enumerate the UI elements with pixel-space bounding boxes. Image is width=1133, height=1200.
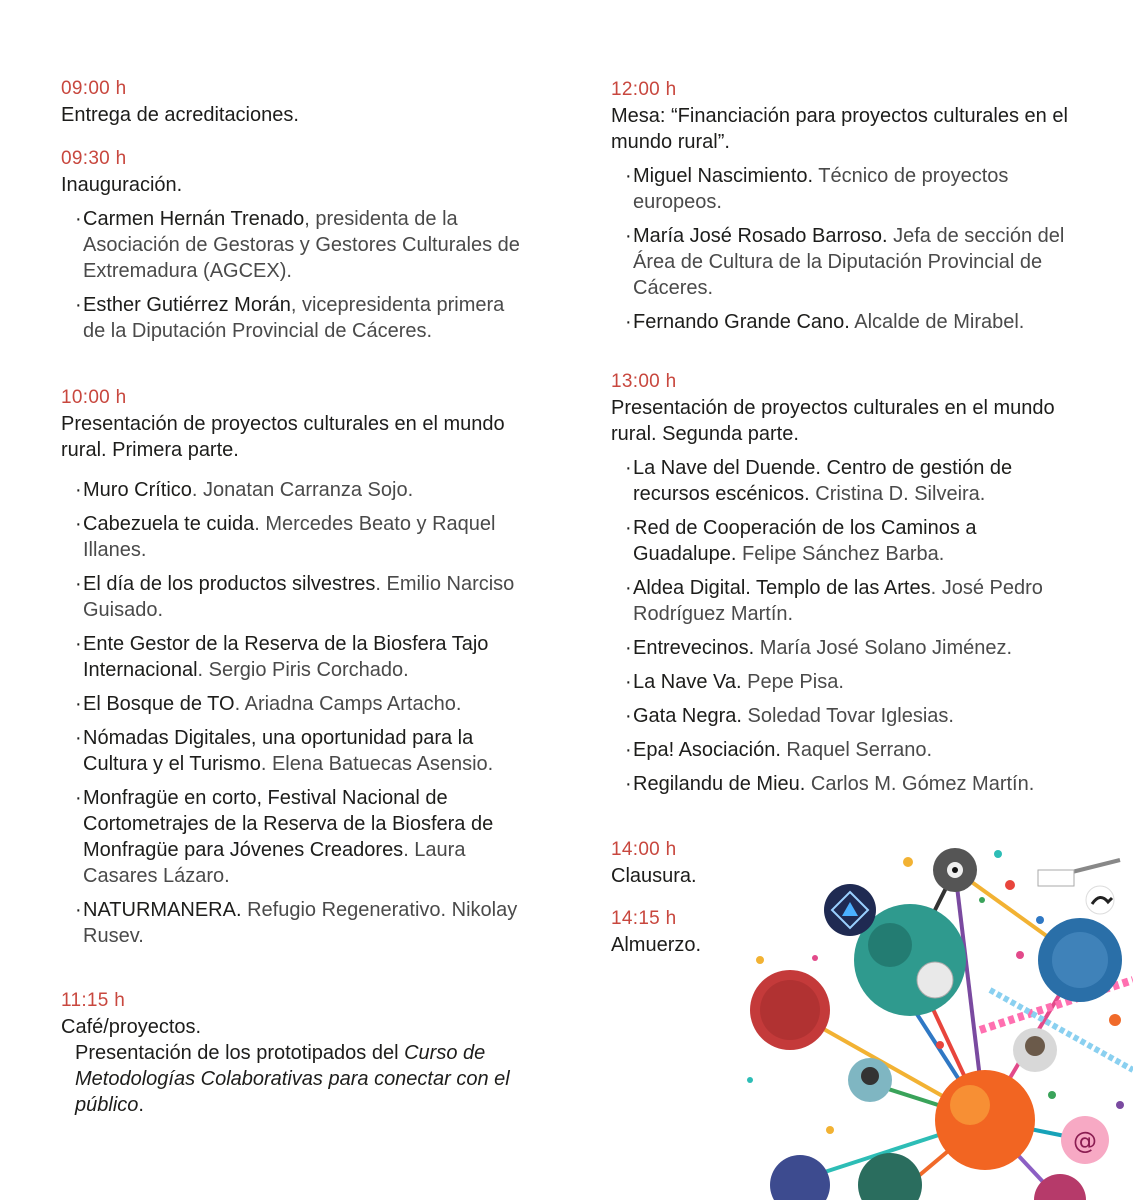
project-item: · Regilandu de Mieu. Carlos M. Gómez Martín. bbox=[625, 773, 1035, 795]
speaker-item: · Miguel Nascimiento. Técnico de proyectos europeos. bbox=[625, 165, 1009, 213]
project-item: · El día de los productos silvestres. Emilio Narciso Guisado. bbox=[75, 573, 515, 621]
schedule-0900 bbox=[61, 76, 531, 128]
acreditaciones-label: Entrega de acreditaciones. bbox=[61, 104, 299, 126]
project-item: · Ente Gestor de la Reserva de la Biosfera Tajo Internacional. Sergio Piris Corchado. bbox=[75, 633, 489, 681]
schedule-1200 bbox=[611, 77, 1081, 335]
schedule-0930 bbox=[61, 146, 531, 344]
time-0930: 09:30 h bbox=[61, 148, 127, 169]
project-item: · NATURMANERA. Refugio Regenerativo. Nikolay Rusev. bbox=[75, 899, 518, 947]
time-1400: 14:00 h bbox=[611, 839, 677, 860]
primera-parte-label: Presentación de proyectos culturales en el mundo rural. Primera parte. bbox=[61, 413, 505, 461]
cafe-note: Presentación de los prototipados del Curso de Metodologías Colaborativas para conectar con el público. bbox=[75, 1042, 510, 1116]
inauguracion-label: Inauguración. bbox=[61, 174, 183, 196]
speaker-item: · Esther Gutiérrez Morán, vicepresidenta primera de la Diputación Provincial de Cáceres. bbox=[75, 294, 505, 342]
svg-text:@: @ bbox=[1073, 1127, 1097, 1155]
time-0900: 09:00 h bbox=[61, 78, 127, 99]
center-node-icon bbox=[935, 1070, 1035, 1170]
time-1415: 14:15 h bbox=[611, 908, 677, 929]
project-item: · Monfragüe en corto, Festival Nacional de Cortometrajes de la Reserva de la Biosfera de Monfragüe para Jóvenes Creadores. Laura Casares Lázaro. bbox=[75, 787, 494, 887]
project-item: · La Nave del Duende. Centro de gestión de recursos escénicos. Cristina D. Silveira. bbox=[625, 457, 1013, 505]
speaker-item: · Carmen Hernán Trenado, presidenta de la Asociación de Gestoras y Gestores Culturales de Extremadura (AGCEX). bbox=[75, 208, 520, 282]
schedule-1300 bbox=[611, 369, 1081, 797]
project-item: · Aldea Digital. Templo de las Artes. José Pedro Rodríguez Martín. bbox=[625, 577, 1043, 625]
project-item: · Nómadas Digitales, una oportunidad para la Cultura y el Turismo. Elena Batuecas Asensio. bbox=[75, 727, 494, 775]
network-illustration bbox=[740, 840, 1133, 1200]
segunda-parte-label: Presentación de proyectos culturales en el mundo rural. Segunda parte. bbox=[611, 397, 1055, 445]
project-item: · El Bosque de TO. Ariadna Camps Artacho. bbox=[75, 693, 462, 715]
speaker-item: · María José Rosado Barroso. Jefa de sección del Área de Cultura de la Diputación Provincial de Cáceres. bbox=[625, 225, 1065, 299]
clausura-label: Clausura. bbox=[611, 865, 697, 887]
schedule-1000 bbox=[61, 385, 531, 949]
time-1300: 13:00 h bbox=[611, 371, 677, 392]
project-item: · Muro Crítico. Jonatan Carranza Sojo. bbox=[75, 479, 414, 501]
pointing-hand-icon bbox=[1038, 870, 1074, 886]
time-1115: 11:15 h bbox=[61, 990, 126, 1011]
almuerzo-label: Almuerzo. bbox=[611, 934, 702, 956]
time-1200: 12:00 h bbox=[611, 79, 677, 100]
project-item: · Entrevecinos. María José Solano Jiménez. bbox=[625, 637, 1013, 659]
speaker-item: · Fernando Grande Cano. Alcalde de Mirabel. bbox=[625, 311, 1025, 333]
project-item: · Red de Cooperación de los Caminos a Guadalupe. Felipe Sánchez Barba. bbox=[625, 517, 977, 565]
project-item: · Cabezuela te cuida. Mercedes Beato y Raquel Illanes. bbox=[75, 513, 496, 561]
cafe-label: Café/proyectos. bbox=[61, 1016, 202, 1038]
mesa-label: Mesa: “Financiación para proyectos culturales en el mundo rural”. bbox=[611, 105, 1068, 153]
time-1000: 10:00 h bbox=[61, 387, 127, 408]
project-item: · La Nave Va. Pepe Pisa. bbox=[625, 671, 844, 693]
project-item: · Gata Negra. Soledad Tovar Iglesias. bbox=[625, 705, 954, 727]
schedule-1115 bbox=[61, 988, 531, 1118]
network-graphic bbox=[740, 840, 1133, 1200]
project-item: · Epa! Asociación. Raquel Serrano. bbox=[625, 739, 933, 761]
